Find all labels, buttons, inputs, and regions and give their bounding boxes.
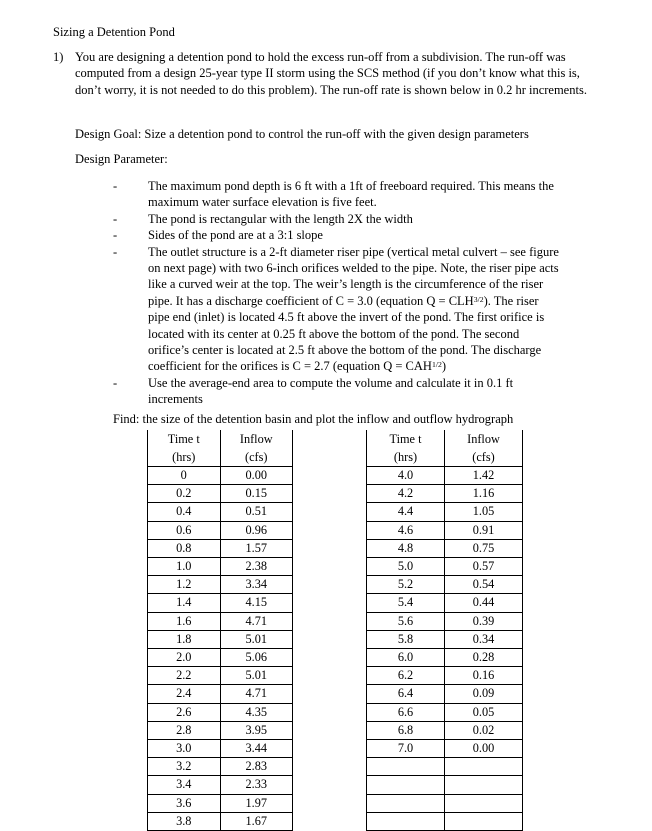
cell-time: 0.6 <box>148 521 221 539</box>
table-row <box>148 558 293 576</box>
dash-bullet-icon: - <box>113 375 118 390</box>
cell-inflow: 4.35 <box>220 703 293 721</box>
table-row <box>367 594 523 612</box>
design-goal-line: Design Goal: Size a detention pond to control the run-off with the given design parameters <box>75 127 529 141</box>
cell-time: 4.2 <box>367 485 445 503</box>
table-row <box>148 467 293 485</box>
dash-bullet-icon: - <box>113 211 118 226</box>
dash-bullet-icon: - <box>113 228 118 243</box>
cell-time: 4.4 <box>367 503 445 521</box>
table-body-left <box>148 467 293 831</box>
problem-text: You are designing a detention pond to hold the excess run-off from a subdivision. The run-off was computed from a design 25-year type II storm using the SCS method (if you don’t know what this is, don’t worry, it is not needed to do this problem). The run-off rate is shown below in 0.2 hr increments. <box>75 50 587 97</box>
table-row <box>148 539 293 557</box>
cell-time: 4.8 <box>367 539 445 557</box>
list-item <box>113 375 559 408</box>
list-item <box>113 178 559 211</box>
table-row <box>148 667 293 685</box>
table-row <box>148 812 293 830</box>
cell-inflow: 1.97 <box>220 794 293 812</box>
table-row <box>148 740 293 758</box>
table-row <box>367 721 523 739</box>
cell-inflow <box>445 758 523 776</box>
table-row <box>367 612 523 630</box>
table-row <box>148 776 293 794</box>
table-row <box>148 794 293 812</box>
cell-time: 5.0 <box>367 558 445 576</box>
cell-time: 4.0 <box>367 467 445 485</box>
cell-inflow: 4.71 <box>220 685 293 703</box>
cell-inflow: 3.34 <box>220 576 293 594</box>
cell-time: 5.6 <box>367 612 445 630</box>
cell-inflow: 0.75 <box>445 539 523 557</box>
column-header-inflow-unit: (cfs) <box>220 448 293 467</box>
table-row <box>367 794 523 812</box>
cell-inflow: 0.54 <box>445 576 523 594</box>
table-row <box>367 758 523 776</box>
cell-inflow: 2.83 <box>220 758 293 776</box>
cell-time: 6.4 <box>367 685 445 703</box>
cell-inflow: 4.71 <box>220 612 293 630</box>
table-head <box>367 430 523 467</box>
cell-time <box>367 758 445 776</box>
table-row <box>148 576 293 594</box>
cell-time: 2.8 <box>148 721 221 739</box>
cell-inflow: 0.28 <box>445 649 523 667</box>
dash-bullet-icon: - <box>113 179 118 193</box>
table-row <box>148 721 293 739</box>
cell-time: 1.4 <box>148 594 221 612</box>
cell-time: 6.6 <box>367 703 445 721</box>
cell-inflow: 2.38 <box>220 558 293 576</box>
cell-inflow: 0.96 <box>220 521 293 539</box>
cell-time: 0 <box>148 467 221 485</box>
cell-inflow: 0.02 <box>445 721 523 739</box>
table-row <box>367 503 523 521</box>
table-row <box>148 685 293 703</box>
table-row <box>148 649 293 667</box>
cell-inflow: 5.01 <box>220 630 293 648</box>
table-header-unit-row <box>148 448 293 467</box>
cell-inflow: 1.16 <box>445 485 523 503</box>
cell-time: 3.2 <box>148 758 221 776</box>
cell-time: 2.0 <box>148 649 221 667</box>
cell-time: 5.4 <box>367 594 445 612</box>
column-header-inflow: Inflow <box>220 430 293 448</box>
cell-time <box>367 776 445 794</box>
design-parameter-list <box>113 178 559 408</box>
cell-time: 3.0 <box>148 740 221 758</box>
cell-inflow <box>445 776 523 794</box>
cell-inflow: 0.39 <box>445 612 523 630</box>
table-row <box>367 685 523 703</box>
cell-inflow: 2.33 <box>220 776 293 794</box>
cell-time: 0.8 <box>148 539 221 557</box>
cell-time: 1.8 <box>148 630 221 648</box>
cell-inflow <box>445 794 523 812</box>
list-item <box>113 227 559 243</box>
cell-inflow: 0.51 <box>220 503 293 521</box>
column-header-time: Time t <box>367 430 445 448</box>
table-header-row <box>367 430 523 448</box>
table-head <box>148 430 293 467</box>
cell-time: 2.6 <box>148 703 221 721</box>
table-row <box>367 576 523 594</box>
list-item-text: The outlet structure is a 2-ft diameter riser pipe (vertical metal culvert – see figure on next page) with two 6-inch orifices welded to the pipe. Note, the riser pipe acts like a curved weir at the top. The weir’s length is the circumference of the riser pipe. It has a discharge coefficient of C = 3.0 (equation $Q = CLH^{3/2}$). The riser pipe end (inlet) is located 4.5 ft above the invert of the pond. The first orifice is located with its center at 0.25 ft above the bottom of the pond. The second orifice’s center is located at 2.5 ft above the bottom of the pond. The discharge coefficient for the orifices is C = 2.7 (equation $Q = CAH^{1/2}$) <box>148 244 559 374</box>
table-row <box>148 485 293 503</box>
cell-time: 1.0 <box>148 558 221 576</box>
cell-inflow: 3.44 <box>220 740 293 758</box>
table-row <box>367 630 523 648</box>
cell-inflow: 0.15 <box>220 485 293 503</box>
cell-time: 5.8 <box>367 630 445 648</box>
cell-inflow: 0.00 <box>220 467 293 485</box>
inflow-table-left <box>147 430 293 831</box>
list-item-text: Use the average-end area to compute the volume and calculate it in 0.1 ft increments <box>148 375 514 407</box>
table-row <box>367 558 523 576</box>
list-item <box>113 211 559 227</box>
table-row <box>148 612 293 630</box>
table-row <box>367 740 523 758</box>
page-title: Sizing a Detention Pond <box>53 25 175 39</box>
column-header-time-unit: (hrs) <box>148 448 221 467</box>
table-row <box>367 812 523 830</box>
cell-inflow: 0.57 <box>445 558 523 576</box>
problem-block <box>53 49 609 98</box>
dash-bullet-icon: - <box>113 244 118 259</box>
cell-inflow: 5.06 <box>220 649 293 667</box>
cell-time <box>367 812 445 830</box>
table-row <box>367 467 523 485</box>
cell-inflow: 0.00 <box>445 740 523 758</box>
cell-inflow: 0.16 <box>445 667 523 685</box>
cell-inflow: 0.05 <box>445 703 523 721</box>
inflow-table-right <box>366 430 523 831</box>
table-row <box>148 503 293 521</box>
cell-inflow: 3.95 <box>220 721 293 739</box>
table-row <box>367 649 523 667</box>
cell-inflow: 0.44 <box>445 594 523 612</box>
cell-time: 6.0 <box>367 649 445 667</box>
cell-time: 6.8 <box>367 721 445 739</box>
cell-time: 3.6 <box>148 794 221 812</box>
cell-inflow: 1.67 <box>220 812 293 830</box>
table-body-right <box>367 467 523 831</box>
cell-inflow: 0.09 <box>445 685 523 703</box>
table-row <box>367 703 523 721</box>
find-line: Find: the size of the detention basin and plot the inflow and outflow hydrograph <box>113 412 514 426</box>
table-row <box>367 539 523 557</box>
table-row <box>367 667 523 685</box>
list-item-text: The pond is rectangular with the length 2X the width <box>148 211 413 226</box>
cell-inflow: 0.91 <box>445 521 523 539</box>
cell-time <box>367 794 445 812</box>
cell-time: 3.8 <box>148 812 221 830</box>
cell-time: 2.4 <box>148 685 221 703</box>
table-row <box>148 758 293 776</box>
column-header-inflow: Inflow <box>445 430 523 448</box>
column-header-time-unit: (hrs) <box>367 448 445 467</box>
inflow-tables <box>0 430 652 828</box>
table-row <box>148 521 293 539</box>
column-header-inflow-unit: (cfs) <box>445 448 523 467</box>
cell-time: 3.4 <box>148 776 221 794</box>
cell-inflow: 0.34 <box>445 630 523 648</box>
cell-time: 2.2 <box>148 667 221 685</box>
cell-inflow: 4.15 <box>220 594 293 612</box>
list-item <box>113 244 559 375</box>
cell-time: 4.6 <box>367 521 445 539</box>
design-parameter-heading: Design Parameter: <box>75 152 168 166</box>
list-item-text: Sides of the pond are at a 3:1 slope <box>148 228 323 243</box>
cell-time: 1.6 <box>148 612 221 630</box>
table-header-unit-row <box>367 448 523 467</box>
cell-inflow: 1.57 <box>220 539 293 557</box>
table-row <box>148 703 293 721</box>
cell-inflow: 1.05 <box>445 503 523 521</box>
cell-time: 6.2 <box>367 667 445 685</box>
cell-inflow: 1.42 <box>445 467 523 485</box>
list-item-text: The maximum pond depth is 6 ft with a 1ft of freeboard required. This means the maximum water surface elevation is five feet. <box>148 179 554 210</box>
table-header-row <box>148 430 293 448</box>
table-row <box>367 485 523 503</box>
cell-inflow: 5.01 <box>220 667 293 685</box>
cell-time: 1.2 <box>148 576 221 594</box>
table-row <box>148 630 293 648</box>
problem-number: 1) <box>53 50 64 64</box>
table-row <box>367 521 523 539</box>
cell-time: 5.2 <box>367 576 445 594</box>
cell-time: 7.0 <box>367 740 445 758</box>
cell-inflow <box>445 812 523 830</box>
table-row <box>148 594 293 612</box>
table-row <box>367 776 523 794</box>
column-header-time: Time t <box>148 430 221 448</box>
cell-time: 0.2 <box>148 485 221 503</box>
cell-time: 0.4 <box>148 503 221 521</box>
